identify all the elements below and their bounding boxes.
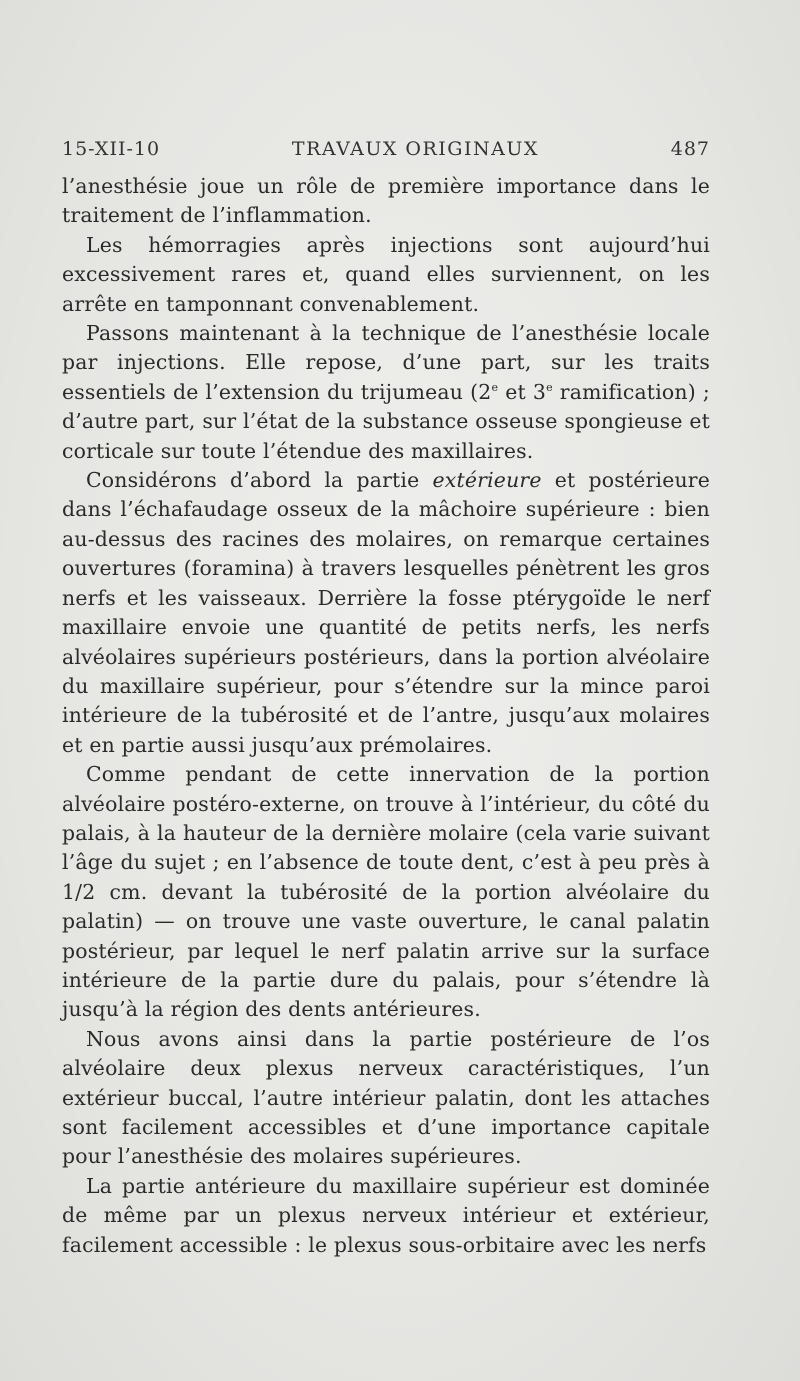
paragraph [62,1172,710,1260]
italic-text: extérieure [432,468,542,493]
text-segment: et postérieure dans l’échafaudage osseux de la mâchoire supérieure : bien au-dessus des racines des molaires, on remarque certaines ouvertures (foramina) à travers lesquelles pénètrent les gros nerfs et les vaisseaux. Derrière la fosse ptérygoïde le nerf maxillaire envoie une quantité de petits nerfs, les nerfs alvéolaires supérieurs postérieurs, dans la portion alvéolaire du maxillaire supérieur, pour s’étendre sur la mince paroi intérieure de la tubérosité et de l’antre, jusqu’aux molaires et en partie aussi jusqu’aux prémolaires. [62,468,711,757]
header-date: 15-XII-10 [62,138,161,160]
paragraph [62,231,710,319]
paragraph [62,466,710,760]
paragraph [62,172,710,231]
paragraph [62,1025,710,1172]
text-segment: Nous avons ainsi dans la partie postérieure de l’os alvéolaire deux plexus nerveux caractéristiques, l’un extérieur buccal, l’autre intérieur palatin, dont les attaches sont facilement accessibles et d’une importance capitale pour l’anesthésie des molaires supérieures. [62,1026,710,1169]
paragraph [62,760,710,1025]
page-number: 487 [670,138,710,160]
paragraph [62,319,710,466]
superscript: e [546,381,553,395]
text-segment: Comme pendant de cette innervation de la portion alvéolaire postéro-externe, on trouve à l’intérieur, du côté du palais, à la hauteur de la dernière molaire (cela varie suivant l’âge du sujet ; en l’absence de toute dent, c’est à peu près à 1/2 cm. devant la tubérosité de la portion alvéolaire du palatin) — on trouve une vaste ouverture, le canal palatin postérieur, par lequel le nerf palatin arrive sur la surface intérieure de la partie dure du palais, pour s’étendre là jusqu’à la région des dents antérieures. [62,762,710,1022]
text-segment: Les hémorragies après injections sont aujourd’hui excessivement rares et, quand elles surviennent, on les arrête en tamponnant convenablement. [62,232,710,316]
text-segment: et 3 [498,379,547,404]
header-section-title: TRAVAUX ORIGINAUX [291,138,539,160]
running-head [62,138,710,172]
text-segment: l’anesthésie joue un rôle de première importance dans le traitement de l’inflammation. [62,174,710,228]
text-segment: La partie antérieure du maxillaire supérieur est dominée de même par un plexus nerveux intérieur et extérieur, facilement accessible : le plexus sous-orbitaire avec les nerfs [62,1173,710,1257]
text-segment: Considérons d’abord la partie [86,468,433,493]
body-text [62,172,710,1260]
text-segment: Passons maintenant à la technique de l’anesthésie locale par injections. Elle repose, d’une part, sur les traits essentiels de l’extension du trijumeau (2 [62,321,710,404]
superscript: e [491,381,499,395]
text-segment: ramification) ; d’autre part, sur l’état de la substance osseuse spongieuse et corticale sur toute l’étendue des maxillaires. [62,379,710,463]
book-page [62,138,710,1260]
